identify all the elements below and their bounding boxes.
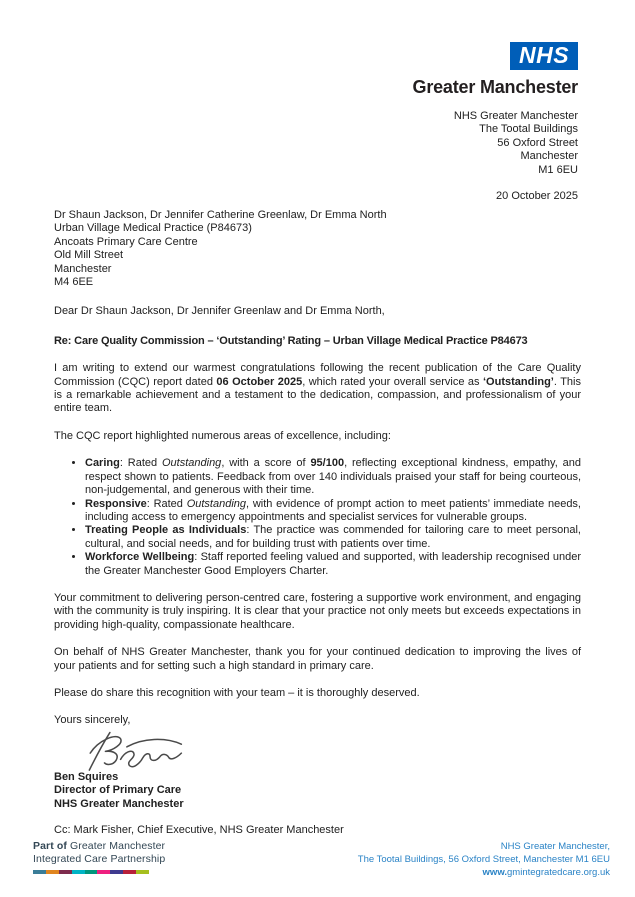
- bullet-item-workforce: • Workforce Wellbeing: Staff reported feeling valued and supported, with leadership recognised under the Greater Manchester Good Employers Charter.: [85, 551, 581, 578]
- recipient-address: [54, 209, 581, 289]
- org-name: Greater Manchester: [412, 77, 578, 97]
- letter-date: 20 October 2025: [496, 190, 578, 202]
- letter-body: [54, 209, 581, 837]
- bullet-item-caring: • Caring: Rated Outstanding, with a score of 95/100, reflecting exceptional kindness, empathy, and respect shown to patients. Feedback from over 140 individuals praised your staff for being courteous, non-judgemental, and generous with their time.: [85, 457, 581, 497]
- nhs-logo: [510, 42, 578, 70]
- body-paragraph-4: On behalf of NHS Greater Manchester, thank you for your continued dedication to improving the lives of your patients and for setting such a high standard in primary care.: [54, 646, 581, 672]
- sender-address-line: NHS Greater Manchester: [453, 110, 578, 122]
- footer-address-line-1: NHS Greater Manchester,: [500, 841, 610, 852]
- body-paragraph-3: Your commitment to delivering person-centred care, fostering a supportive work environment, and engaging with the community is truly inspiring. It is clear that your practice not only meets but exceeds expectations in providing high-quality, compassionate healthcare.: [54, 591, 581, 631]
- sender-address-line: M1 6EU: [538, 163, 578, 176]
- body-paragraph-1: I am writing to extend our warmest congratulations following the recent publication of the Care Quality Commission (CQC) report dated 06 October 2025, which rated your overall service as ‘Outstanding’. This is a remarkable achievement and a testament to the dedication, compassion, and professionalism of your entire team.: [54, 362, 581, 415]
- valediction: Yours sincerely,: [54, 714, 131, 727]
- recipient-address-line: Ancoats Primary Care Centre: [54, 235, 198, 248]
- signature: [80, 729, 581, 771]
- recipient-address-line: Urban Village Medical Practice (P84673): [54, 222, 252, 235]
- partnership-line-1: Part of Greater Manchester: [33, 840, 166, 852]
- signer-name: Ben Squires: [54, 770, 119, 783]
- subject-line: Re: Care Quality Commission – ‘Outstanding’ Rating – Urban Village Medical Practice P84673: [54, 334, 528, 347]
- partnership-color-bar: [33, 870, 149, 874]
- sender-address-line: The Tootal Buildings: [479, 123, 578, 136]
- sender-address: [454, 110, 578, 177]
- signer-title: Director of Primary Care: [54, 784, 182, 797]
- recipient-address-line: Dr Shaun Jackson, Dr Jennifer Catherine Greenlaw, Dr Emma North: [54, 209, 387, 221]
- recipient-address-line: M4 6EE: [54, 276, 94, 289]
- footer-url: www.gmintegratedcare.org.uk: [482, 867, 610, 878]
- footer-address-line-2: The Tootal Buildings, 56 Oxford Street, Manchester M1 6EU: [357, 854, 610, 865]
- sender-address-line: 56 Oxford Street: [497, 136, 578, 149]
- footer-address-block: [358, 840, 610, 879]
- partnership-line-2: Integrated Care Partnership: [33, 853, 166, 865]
- nhs-logo-text: NHS: [518, 41, 570, 68]
- signature-scrawl: [80, 729, 188, 771]
- bullet-item-individuals: • Treating People as Individuals: The practice was commended for tailoring care to meet personal, cultural, and social needs, and for building trust with patients over time.: [85, 524, 581, 551]
- bullet-item-responsive: • Responsive: Rated Outstanding, with evidence of prompt action to meet patients’ immediate needs, including access to emergency appointments and specialist services for vulnerable groups.: [85, 498, 581, 525]
- salutation: Dear Dr Shaun Jackson, Dr Jennifer Greenlaw and Dr Emma North,: [54, 305, 385, 318]
- signer-block: [54, 771, 581, 811]
- body-paragraph-2: The CQC report highlighted numerous areas of excellence, including:: [54, 429, 391, 442]
- recipient-address-line: Manchester: [54, 262, 112, 275]
- body-paragraph-5: Please do share this recognition with your team – it is thoroughly deserved.: [54, 686, 420, 699]
- cc-line: Cc: Mark Fisher, Chief Executive, NHS Greater Manchester: [54, 824, 344, 836]
- sender-address-line: Manchester: [520, 150, 578, 163]
- signer-org: NHS Greater Manchester: [54, 797, 184, 810]
- recipient-address-line: Old Mill Street: [54, 249, 124, 262]
- bullet-list: [54, 457, 581, 578]
- footer-partnership-lockup: [33, 840, 165, 874]
